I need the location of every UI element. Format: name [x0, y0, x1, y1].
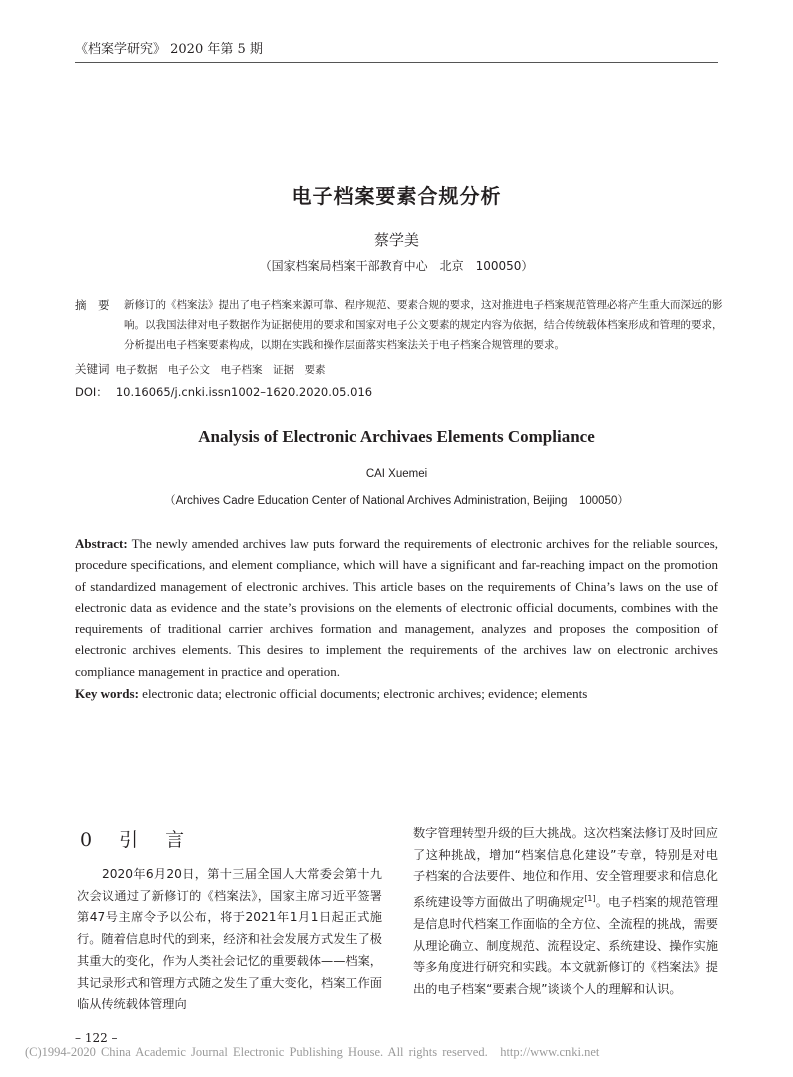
article-title-en: Analysis of Electronic Archivaes Elements Compliance: [198, 427, 595, 446]
affiliation-zh: （国家档案局档案干部教育中心 北京 100050）: [259, 259, 534, 273]
body-right-text-b: 。电子档案的规范管理是信息时代档案工作面临的全方位、全流程的挑战，需要从理论确立、制度规范、流程设定、系统建设、操作实施等多角度进行研究和实践。本文就新修订的《档案法》提出的电子档案“要素合规”谈谈个人的理解和认识。: [413, 895, 719, 996]
journal-header: 《档案学研究》 2020 年第 5 期: [75, 42, 263, 57]
body-left-column: 2020年6月20日，第十三届全国人大常委会第十九次会议通过了新修订的《档案法》，国家主席习近平签署第47号主席令予以公布，将于2021年1月1日起正式施行。随着信息时代的到来，经济和社会发展方式发生了极其重大的变化，作为人类社会记忆的重要载体——档案，其记录形式和管理方式随之发生了重大变化，档案工作面临从传统载体管理向: [77, 867, 382, 1012]
doi-value[interactable]: 10.16065/j.cnki.issn1002–1620.2020.05.016: [115, 385, 373, 399]
keywords-en: [75, 683, 718, 704]
keywords-en-label: Key words:: [75, 686, 139, 701]
body-right-column: [413, 823, 718, 1001]
author-zh: 蔡学美: [373, 231, 419, 249]
reference-marker[interactable]: [1]: [584, 894, 596, 904]
section-heading: 0 引 言: [80, 829, 189, 851]
header-rule: [75, 62, 718, 63]
abstract-zh-label: 摘 要: [75, 298, 110, 312]
abstract-en-text: The newly amended archives law puts forward the requirements of electronic archives for the reliable sources, procedure specifications, and element compliance, which will have a significant and far-reaching impact on the promotion of standardized management of electronic archives. This article bases on the requirements of China’s laws on the use of electronic data as evidence and the state’s provisions on the elements of electronic official documents, combines with the requirements of traditional carrier archives formation and management, analyzes and proposes the composition of electronic archives elements. This desires to implement the requirements of the archives law on electronic archives compliance management in practice and operation.: [75, 536, 719, 679]
abstract-en-label: Abstract:: [75, 536, 128, 551]
affiliation-en: （Archives Cadre Education Center of National Archives Administration, Beijing 100050）: [164, 495, 629, 507]
keywords-zh-text: 电子数据 电子公文 电子档案 证据 要素: [115, 364, 326, 376]
abstract-zh-text: 新修订的《档案法》提出了电子档案来源可靠、程序规范、要素合规的要求，这对推进电子档案规范管理必将产生重大而深远的影响。以我国法律对电子数据作为证据使用的要求和国家对电子公文要素的规定内容为依据，结合传统载体档案形成和管理的要求，分析提出电子档案要素构成，以期在实践和操作层面落实档案法关于电子档案合规管理的要求。: [124, 299, 723, 351]
body-right-text-a: 数字管理转型升级的巨大挑战。这次档案法修订及时回应了这种挑战，增加“档案信息化建设”专章，特别是对电子档案的合法要件、地位和作用、安全管理要求和信息化系统建设等方面做出了明确规定: [413, 826, 718, 910]
keywords-zh-label: 关键词: [75, 362, 110, 376]
author-en: CAI Xuemei: [365, 468, 428, 480]
doi-line: [75, 382, 725, 402]
keywords-en-text: electronic data; electronic official documents; electronic archives; evidence; elements: [142, 686, 588, 701]
doi-label: DOI：: [75, 385, 108, 399]
keywords-zh: [75, 359, 725, 380]
article-title-zh: 电子档案要素合规分析: [291, 184, 502, 208]
copyright-footer: (C)1994-2020 China Academic Journal Electronic Publishing House. All rights reserved. http://www.cnki.net: [25, 1045, 600, 1059]
abstract-zh: [75, 295, 725, 355]
page-number: – 122 –: [75, 1031, 118, 1045]
abstract-en: [75, 533, 718, 682]
